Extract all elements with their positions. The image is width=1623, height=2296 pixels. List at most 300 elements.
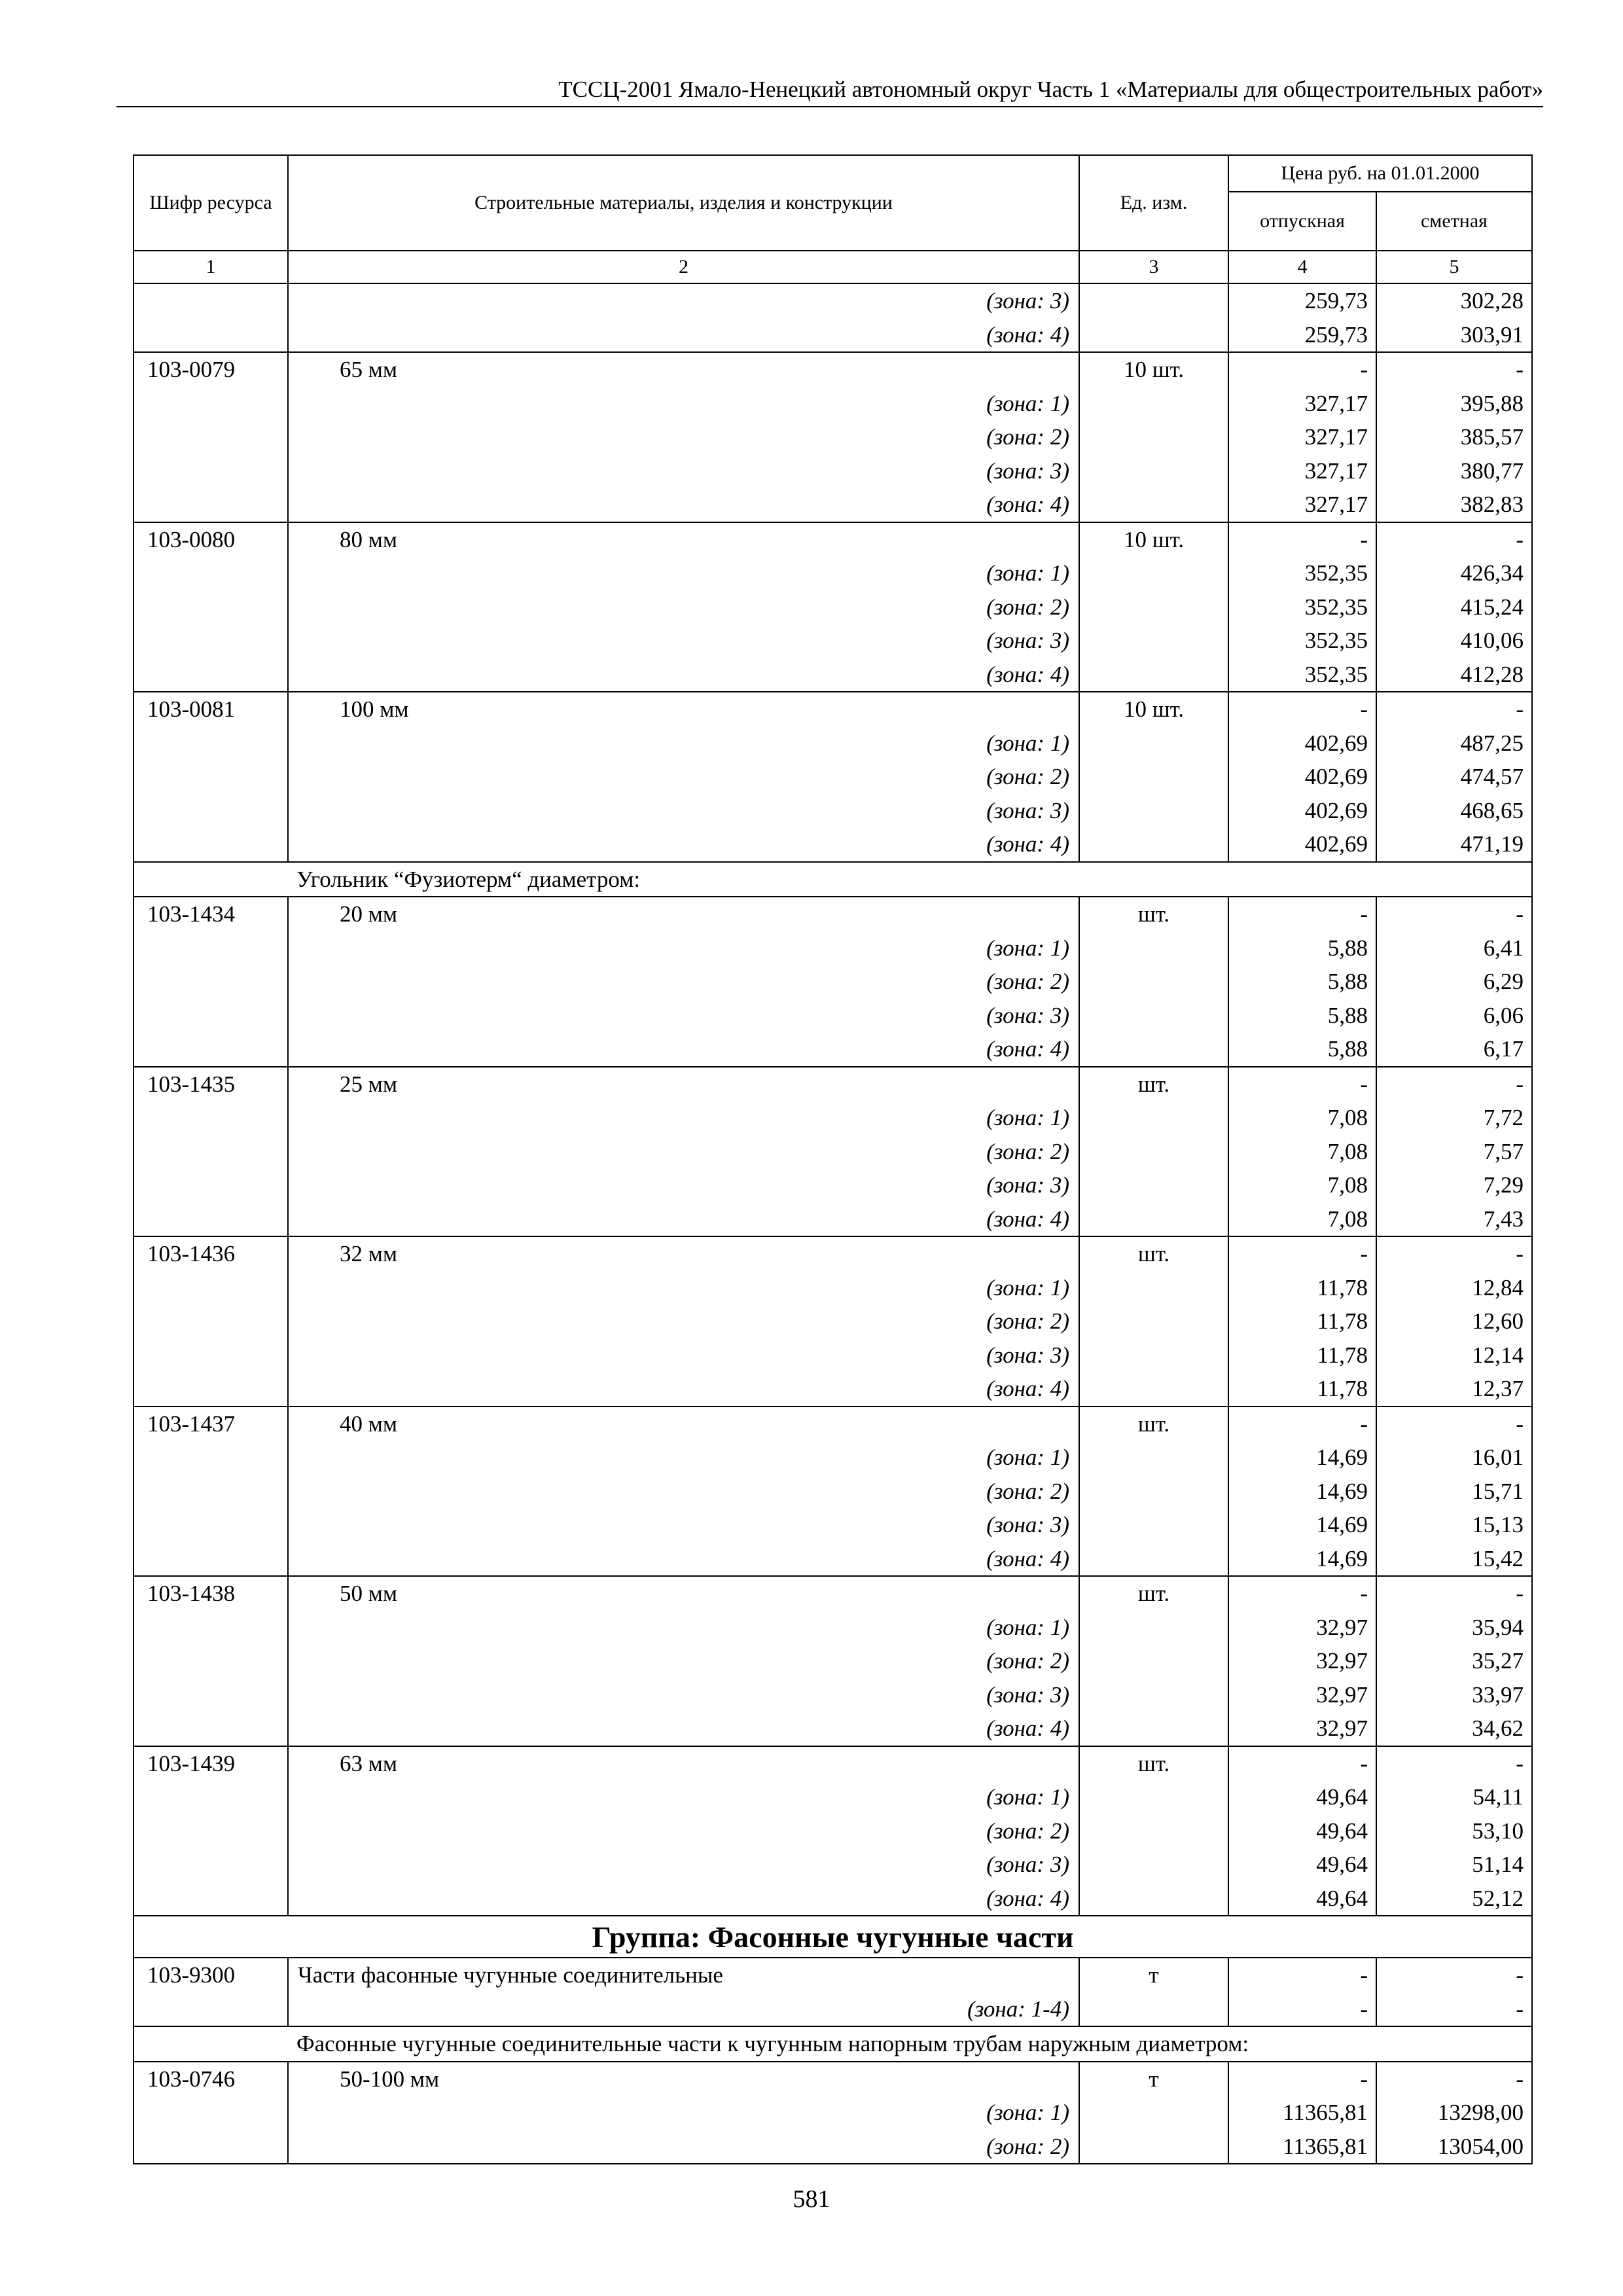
estimate-price: 33,97 (1376, 1678, 1532, 1712)
code-cell (134, 488, 288, 522)
unit-cell (1079, 1338, 1228, 1372)
estimate-price: - (1376, 2062, 1532, 2096)
estimate-price: 426,34 (1376, 556, 1532, 590)
estimate-price: 15,71 (1376, 1475, 1532, 1509)
unit-cell (1079, 1101, 1228, 1135)
estimate-price: 382,83 (1376, 488, 1532, 522)
zone-label: (зона: 3) (288, 1508, 1079, 1542)
code-cell (134, 318, 288, 353)
zone-row (134, 726, 1532, 761)
zone-label: (зона: 3) (288, 1848, 1079, 1882)
unit-of-measure: т (1079, 1958, 1228, 1992)
estimate-price: 415,24 (1376, 590, 1532, 624)
resource-code: 103-1434 (134, 897, 288, 931)
zone-row (134, 387, 1532, 421)
unit-cell (1079, 726, 1228, 761)
estimate-price: 12,60 (1376, 1304, 1532, 1338)
unit-cell (1079, 1542, 1228, 1577)
item-row (134, 1236, 1532, 1271)
zone-label: (зона: 1) (288, 1611, 1079, 1645)
item-row (134, 1407, 1532, 1441)
unit-cell (1079, 1611, 1228, 1645)
estimate-price: 34,62 (1376, 1712, 1532, 1746)
unit-cell (1079, 624, 1228, 658)
material-name: 25 мм (288, 1067, 1079, 1102)
release-price: - (1228, 1992, 1376, 2027)
estimate-price: - (1376, 1067, 1532, 1102)
zone-row (134, 454, 1532, 488)
zone-label: (зона: 3) (288, 794, 1079, 828)
code-cell (134, 794, 288, 828)
zone-label: (зона: 2) (288, 420, 1079, 454)
code-cell (134, 556, 288, 590)
page-number: 581 (793, 2185, 830, 2213)
zone-row (134, 1611, 1532, 1645)
release-price: 259,73 (1228, 318, 1376, 353)
release-price: 14,69 (1228, 1475, 1376, 1509)
zone-row (134, 1304, 1532, 1338)
estimate-price: 12,84 (1376, 1271, 1532, 1305)
release-price: 5,88 (1228, 931, 1376, 965)
unit-of-measure: шт. (1079, 1236, 1228, 1271)
estimate-price: 12,14 (1376, 1338, 1532, 1372)
release-price: 49,64 (1228, 1848, 1376, 1882)
code-cell (134, 1848, 288, 1882)
estimate-price: 471,19 (1376, 827, 1532, 862)
group-title (134, 1916, 1532, 1958)
release-price: 327,17 (1228, 420, 1376, 454)
estimate-price: 12,37 (1376, 1372, 1532, 1407)
subheading (134, 862, 1532, 897)
material-name: 50-100 мм (288, 2062, 1079, 2096)
unit-cell (1079, 1304, 1228, 1338)
estimate-price: - (1376, 692, 1532, 726)
unit-cell (1079, 999, 1228, 1033)
material-name: 65 мм (288, 352, 1079, 387)
estimate-price: 6,17 (1376, 1032, 1532, 1067)
unit-cell (1079, 556, 1228, 590)
release-price: 11365,81 (1228, 2096, 1376, 2130)
unit-cell (1079, 1372, 1228, 1407)
material-name: Части фасонные чугунные соединительные (288, 1958, 1079, 1992)
code-cell (134, 726, 288, 761)
code-cell (134, 1101, 288, 1135)
zone-row (134, 1202, 1532, 1237)
estimate-price: 412,28 (1376, 658, 1532, 692)
group-title-text: Группа: Фасонные чугунные части (134, 1916, 1532, 1958)
zone-label: (зона: 2) (288, 1475, 1079, 1509)
code-cell (134, 1882, 288, 1916)
zone-row (134, 999, 1532, 1033)
unit-cell (1079, 1441, 1228, 1475)
zone-row (134, 1441, 1532, 1475)
release-price: 5,88 (1228, 965, 1376, 999)
unit-of-measure: 10 шт. (1079, 522, 1228, 557)
zone-label: (зона: 2) (288, 590, 1079, 624)
resource-code: 103-1438 (134, 1576, 288, 1611)
estimate-price: 35,27 (1376, 1644, 1532, 1678)
unit-of-measure: шт. (1079, 1746, 1228, 1781)
code-cell (134, 454, 288, 488)
code-cell (134, 1644, 288, 1678)
estimate-price: - (1376, 1992, 1532, 2027)
zone-label: (зона: 1) (288, 2096, 1079, 2130)
estimate-price: 303,91 (1376, 318, 1532, 353)
estimate-price: - (1376, 1407, 1532, 1441)
unit-cell (1079, 1992, 1228, 2027)
zone-label: (зона: 3) (288, 1678, 1079, 1712)
zone-label: (зона: 2) (288, 1814, 1079, 1848)
code-cell (134, 1304, 288, 1338)
item-row (134, 2062, 1532, 2096)
estimate-price: - (1376, 352, 1532, 387)
zone-row (134, 420, 1532, 454)
unit-cell (1079, 1032, 1228, 1067)
release-price: 327,17 (1228, 454, 1376, 488)
zone-label: (зона: 2) (288, 2130, 1079, 2164)
unit-cell (1079, 794, 1228, 828)
zone-row (134, 1814, 1532, 1848)
subheading-text: Угольник “Фузиотерм“ диаметром: (134, 862, 1532, 897)
release-price: 7,08 (1228, 1135, 1376, 1169)
release-price: 49,64 (1228, 1814, 1376, 1848)
zone-label: (зона: 4) (288, 1542, 1079, 1577)
subheading (134, 2026, 1532, 2062)
zone-row (134, 1135, 1532, 1169)
resource-code: 103-1439 (134, 1746, 288, 1781)
unit-of-measure: 10 шт. (1079, 352, 1228, 387)
estimate-price: 7,57 (1376, 1135, 1532, 1169)
release-price: 402,69 (1228, 726, 1376, 761)
estimate-price: - (1376, 1236, 1532, 1271)
zone-row (134, 556, 1532, 590)
estimate-price: 51,14 (1376, 1848, 1532, 1882)
estimate-price: 53,10 (1376, 1814, 1532, 1848)
material-name: 63 мм (288, 1746, 1079, 1781)
unit-of-measure: т (1079, 2062, 1228, 2096)
estimate-price: 302,28 (1376, 283, 1532, 318)
unit-of-measure: шт. (1079, 1067, 1228, 1102)
unit-cell (1079, 1678, 1228, 1712)
resource-code: 103-0080 (134, 522, 288, 557)
zone-label: (зона: 4) (288, 318, 1079, 353)
code-cell (134, 827, 288, 862)
zone-row (134, 1508, 1532, 1542)
code-cell (134, 1814, 288, 1848)
unit-cell (1079, 590, 1228, 624)
release-price: 327,17 (1228, 488, 1376, 522)
zone-row (134, 760, 1532, 794)
running-header: ТССЦ-2001 Ямало-Ненецкий автономный округ Часть 1 «Материалы для общестроительных работ» (116, 73, 1543, 107)
estimate-price: 7,29 (1376, 1168, 1532, 1202)
unit-cell (1079, 1475, 1228, 1509)
column-number: 1 (134, 251, 288, 283)
release-price: - (1228, 897, 1376, 931)
release-price: 14,69 (1228, 1542, 1376, 1577)
release-price: 7,08 (1228, 1101, 1376, 1135)
zone-row (134, 1338, 1532, 1372)
zone-label: (зона: 1) (288, 387, 1079, 421)
estimate-price: 474,57 (1376, 760, 1532, 794)
release-price: 32,97 (1228, 1611, 1376, 1645)
item-row (134, 1067, 1532, 1102)
estimate-price: 6,41 (1376, 931, 1532, 965)
unit-cell (1079, 318, 1228, 353)
estimate-price: 468,65 (1376, 794, 1532, 828)
zone-label: (зона: 1-4) (288, 1992, 1079, 2027)
release-price: 402,69 (1228, 827, 1376, 862)
zone-row (134, 318, 1532, 353)
release-price: 352,35 (1228, 624, 1376, 658)
zone-row (134, 1542, 1532, 1577)
code-cell (134, 1712, 288, 1746)
code-cell (134, 931, 288, 965)
material-name: 40 мм (288, 1407, 1079, 1441)
estimate-price: 410,06 (1376, 624, 1532, 658)
zone-row (134, 1848, 1532, 1882)
zone-label: (зона: 4) (288, 1032, 1079, 1067)
release-price: 11365,81 (1228, 2130, 1376, 2164)
code-cell (134, 1271, 288, 1305)
estimate-price: 7,72 (1376, 1101, 1532, 1135)
zone-row (134, 283, 1532, 318)
unit-cell (1079, 658, 1228, 692)
zone-row (134, 624, 1532, 658)
unit-cell (1079, 420, 1228, 454)
code-cell (134, 999, 288, 1033)
code-cell (134, 1780, 288, 1814)
release-price: 352,35 (1228, 556, 1376, 590)
release-price: - (1228, 2062, 1376, 2096)
zone-label: (зона: 1) (288, 726, 1079, 761)
release-price: 11,78 (1228, 1338, 1376, 1372)
item-row (134, 897, 1532, 931)
zone-row (134, 1032, 1532, 1067)
estimate-price: 15,13 (1376, 1508, 1532, 1542)
code-cell (134, 965, 288, 999)
zone-row (134, 1678, 1532, 1712)
release-price: - (1228, 692, 1376, 726)
estimate-price: - (1376, 1958, 1532, 1992)
unit-cell (1079, 1644, 1228, 1678)
code-cell (134, 624, 288, 658)
zone-label: (зона: 2) (288, 760, 1079, 794)
release-price: 11,78 (1228, 1304, 1376, 1338)
release-price: 352,35 (1228, 590, 1376, 624)
code-cell (134, 1542, 288, 1577)
zone-label: (зона: 3) (288, 454, 1079, 488)
estimate-price: 385,57 (1376, 420, 1532, 454)
header-estimate-price: сметная (1376, 192, 1532, 251)
zone-row (134, 2130, 1532, 2164)
estimate-price: - (1376, 897, 1532, 931)
estimate-price: 6,06 (1376, 999, 1532, 1033)
unit-of-measure: шт. (1079, 897, 1228, 931)
unit-cell (1079, 931, 1228, 965)
item-row (134, 1746, 1532, 1781)
zone-row (134, 1168, 1532, 1202)
release-price: - (1228, 1236, 1376, 1271)
zone-label: (зона: 2) (288, 1135, 1079, 1169)
zone-label: (зона: 1) (288, 1271, 1079, 1305)
unit-of-measure: 10 шт. (1079, 692, 1228, 726)
resource-code: 103-0079 (134, 352, 288, 387)
code-cell (134, 1202, 288, 1237)
release-price: 32,97 (1228, 1644, 1376, 1678)
item-row (134, 352, 1532, 387)
release-price: 14,69 (1228, 1441, 1376, 1475)
estimate-price: 13298,00 (1376, 2096, 1532, 2130)
unit-cell (1079, 827, 1228, 862)
zone-row (134, 931, 1532, 965)
estimate-price: - (1376, 1746, 1532, 1781)
code-cell (134, 2130, 288, 2164)
header-material: Строительные материалы, изделия и конструкции (288, 155, 1079, 251)
zone-row (134, 1882, 1532, 1916)
release-price: 11,78 (1228, 1271, 1376, 1305)
zone-row (134, 488, 1532, 522)
estimate-price: 395,88 (1376, 387, 1532, 421)
estimate-price: 15,42 (1376, 1542, 1532, 1577)
column-number: 3 (1079, 251, 1228, 283)
code-cell (134, 1508, 288, 1542)
resource-code: 103-9300 (134, 1958, 288, 1992)
unit-cell (1079, 1271, 1228, 1305)
material-name: 80 мм (288, 522, 1079, 557)
zone-row (134, 794, 1532, 828)
item-row (134, 1576, 1532, 1611)
resource-code: 103-0081 (134, 692, 288, 726)
zone-label: (зона: 1) (288, 931, 1079, 965)
code-cell (134, 1168, 288, 1202)
unit-cell (1079, 2096, 1228, 2130)
estimate-price: 52,12 (1376, 1882, 1532, 1916)
unit-cell (1079, 1508, 1228, 1542)
zone-row (134, 1475, 1532, 1509)
code-cell (134, 1475, 288, 1509)
estimate-price: 380,77 (1376, 454, 1532, 488)
zone-label: (зона: 1) (288, 1780, 1079, 1814)
resource-code: 103-1435 (134, 1067, 288, 1102)
release-price: - (1228, 1407, 1376, 1441)
code-cell (134, 2096, 288, 2130)
resource-code: 103-1437 (134, 1407, 288, 1441)
unit-cell (1079, 1780, 1228, 1814)
release-price: 11,78 (1228, 1372, 1376, 1407)
zone-row (134, 658, 1532, 692)
estimate-price: - (1376, 1576, 1532, 1611)
release-price: 7,08 (1228, 1202, 1376, 1237)
header-release-price: отпускная (1228, 192, 1376, 251)
unit-cell (1079, 387, 1228, 421)
zone-label: (зона: 3) (288, 1338, 1079, 1372)
code-cell (134, 1678, 288, 1712)
unit-cell (1079, 760, 1228, 794)
zone-row (134, 590, 1532, 624)
unit-cell (1079, 1168, 1228, 1202)
material-name: 100 мм (288, 692, 1079, 726)
unit-cell (1079, 1814, 1228, 1848)
item-row (134, 522, 1532, 557)
estimate-price: 7,43 (1376, 1202, 1532, 1237)
zone-label: (зона: 1) (288, 556, 1079, 590)
release-price: - (1228, 352, 1376, 387)
zone-row (134, 827, 1532, 862)
zone-label: (зона: 3) (288, 1168, 1079, 1202)
zone-label: (зона: 4) (288, 827, 1079, 862)
code-cell (134, 590, 288, 624)
zone-label: (зона: 1) (288, 1101, 1079, 1135)
zone-row (134, 1780, 1532, 1814)
estimate-price: 35,94 (1376, 1611, 1532, 1645)
zone-row (134, 1372, 1532, 1407)
release-price: 49,64 (1228, 1882, 1376, 1916)
column-number: 5 (1376, 251, 1532, 283)
zone-row (134, 2096, 1532, 2130)
zone-label: (зона: 3) (288, 624, 1079, 658)
unit-cell (1079, 1712, 1228, 1746)
unit-cell (1079, 1135, 1228, 1169)
release-price: - (1228, 1746, 1376, 1781)
header-code: Шифр ресурса (134, 155, 288, 251)
release-price: 5,88 (1228, 999, 1376, 1033)
code-cell (134, 387, 288, 421)
code-cell (134, 283, 288, 318)
material-name: 32 мм (288, 1236, 1079, 1271)
code-cell (134, 1338, 288, 1372)
resource-code: 103-0746 (134, 2062, 288, 2096)
table-body (134, 283, 1532, 2164)
release-price: 402,69 (1228, 794, 1376, 828)
release-price: 5,88 (1228, 1032, 1376, 1067)
zone-label: (зона: 3) (288, 283, 1079, 318)
unit-cell (1079, 1848, 1228, 1882)
release-price: 7,08 (1228, 1168, 1376, 1202)
unit-cell (1079, 454, 1228, 488)
estimate-price: 13054,00 (1376, 2130, 1532, 2164)
zone-row (134, 965, 1532, 999)
zone-label: (зона: 1) (288, 1441, 1079, 1475)
estimate-price: 16,01 (1376, 1441, 1532, 1475)
release-price: 49,64 (1228, 1780, 1376, 1814)
release-price: 327,17 (1228, 387, 1376, 421)
unit-cell (1079, 488, 1228, 522)
table-header (134, 155, 1532, 283)
zone-label: (зона: 4) (288, 658, 1079, 692)
material-name: 50 мм (288, 1576, 1079, 1611)
release-price: 32,97 (1228, 1678, 1376, 1712)
release-price: - (1228, 1067, 1376, 1102)
estimate-price: - (1376, 522, 1532, 557)
material-name: 20 мм (288, 897, 1079, 931)
code-cell (134, 658, 288, 692)
release-price: 259,73 (1228, 283, 1376, 318)
zone-label: (зона: 4) (288, 1372, 1079, 1407)
code-cell (134, 1992, 288, 2027)
estimate-price: 487,25 (1376, 726, 1532, 761)
zone-label: (зона: 2) (288, 965, 1079, 999)
release-price: 14,69 (1228, 1508, 1376, 1542)
code-cell (134, 1611, 288, 1645)
zone-row (134, 1712, 1532, 1746)
zone-label: (зона: 4) (288, 1712, 1079, 1746)
code-cell (134, 420, 288, 454)
zone-label: (зона: 2) (288, 1644, 1079, 1678)
zone-label: (зона: 4) (288, 1202, 1079, 1237)
zone-row (134, 1271, 1532, 1305)
price-table (133, 154, 1533, 2164)
zone-row (134, 1101, 1532, 1135)
